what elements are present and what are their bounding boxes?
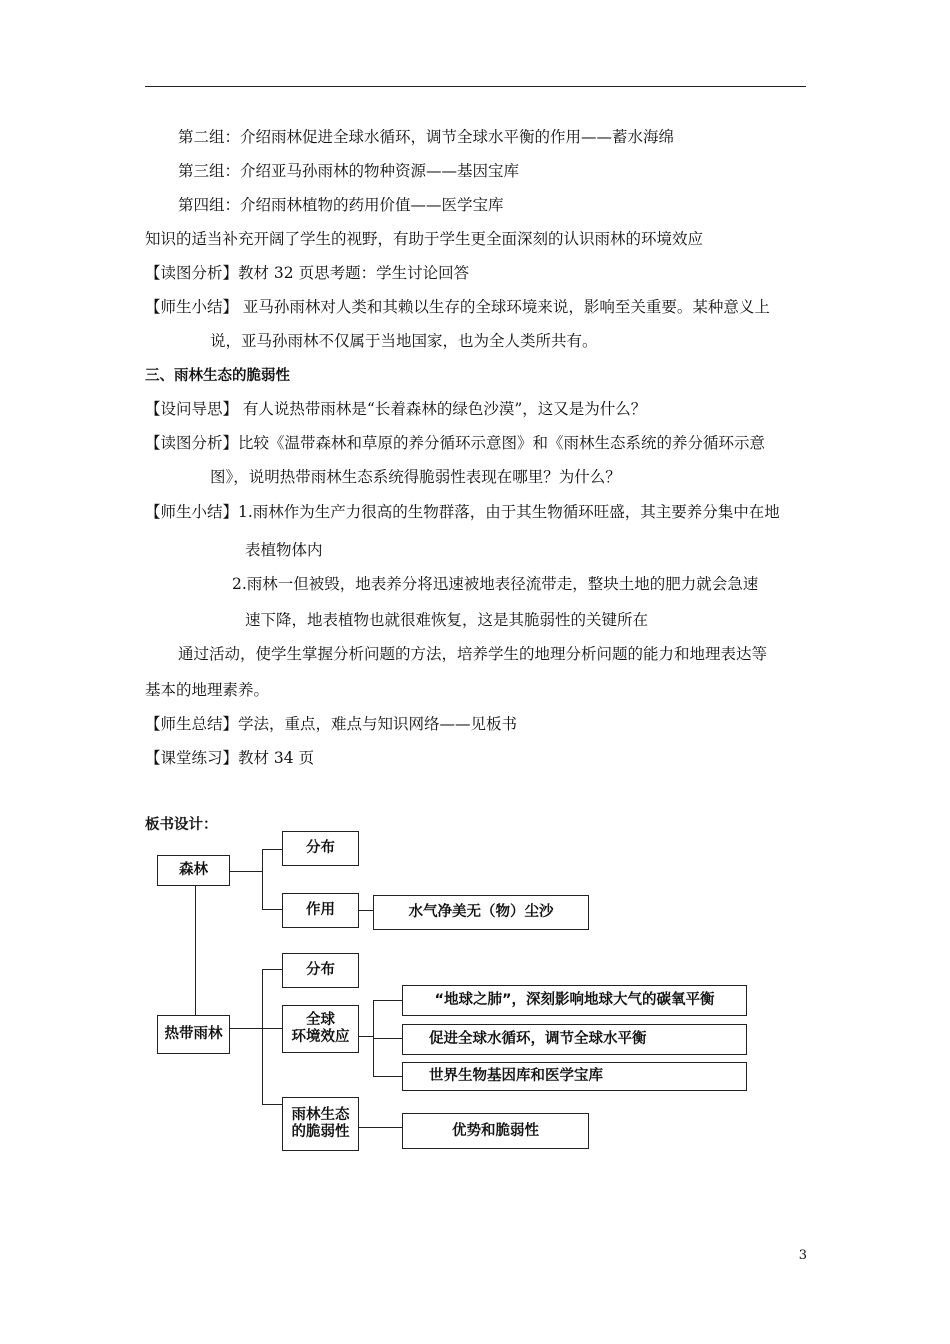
connector [373, 1038, 402, 1039]
node-fragility-line1: 雨林生态 [291, 1107, 350, 1123]
node-forest-distribution: 分布 [282, 831, 359, 866]
para-summary-2: 【师生小结】1.雨林作为生产力很高的生物群落，由于其生物循环旺盛，其主要养分集中在地 [145, 503, 780, 521]
node-effect-gene-bank: 世界生物基因库和医学宝库 [402, 1062, 747, 1091]
node-forest-role: 作用 [282, 893, 359, 928]
connector [262, 849, 282, 850]
para-group3: 第三组：介绍亚马孙雨林的物种资源——基因宝库 [178, 162, 520, 180]
node-global-effect-line1: 全球 [306, 1012, 335, 1028]
para-read-map-2: 【读图分析】比较《温带森林和草原的养分循环示意图》和《雨林生态系统的养分循环示意 [145, 434, 766, 452]
section-heading-3: 三、雨林生态的脆弱性 [145, 368, 290, 384]
node-rainforest-distribution: 分布 [282, 953, 359, 988]
para-question: 【设问导思】 有人说热带雨林是“长着森林的绿色沙漠”，这又是为什么？ [145, 400, 647, 418]
para-group2: 第二组：介绍雨林促进全球水循环，调节全球水平衡的作用——蓄水海绵 [178, 128, 675, 146]
connector [229, 871, 262, 872]
para-activity: 通过活动，使学生掌握分析问题的方法，培养学生的地理分析问题的能力和地理表达等 [178, 645, 768, 663]
para-group4: 第四组：介绍雨林植物的药用价值——医学宝库 [178, 196, 504, 214]
para-activity-cont: 基本的地理素养。 [145, 681, 270, 699]
para-summary-1: 【师生小结】 亚马孙雨林对人类和其赖以生存的全球环境来说，影响至关重要。某种意义上 [145, 298, 770, 316]
para-knowledge: 知识的适当补充开阔了学生的视野，有助于学生更全面深刻的认识雨林的环境效应 [145, 230, 704, 248]
node-fragility-detail: 优势和脆弱性 [402, 1113, 589, 1149]
board-design-title: 板书设计： [145, 817, 218, 833]
para-summary-2-item2-cont: 速下降，地表植物也就很难恢复，这是其脆弱性的关键所在 [245, 611, 649, 629]
node-fragility-line2: 的脆弱性 [291, 1124, 350, 1140]
para-summary-2-cont: 表植物体内 [245, 541, 323, 559]
connector [262, 1104, 282, 1105]
connector [359, 1127, 402, 1128]
node-fragility [282, 1097, 359, 1151]
connector [373, 1076, 402, 1077]
connector [262, 849, 263, 909]
connector [262, 969, 263, 1104]
connector [262, 909, 282, 910]
node-global-effect-line2: 环境效应 [291, 1029, 350, 1045]
header-rule [145, 86, 806, 87]
node-rainforest: 热带雨林 [157, 1015, 230, 1054]
para-summary-2-item2: 2.雨林一但被毁，地表养分将迅速被地表径流带走，整块土地的肥力就会急速 [232, 575, 759, 593]
connector [359, 910, 373, 911]
node-effect-water: 促进全球水循环，调节全球水平衡 [402, 1024, 747, 1055]
para-summary-1-cont: 说，亚马孙雨林不仅属于当地国家，也为全人类所共有。 [210, 332, 598, 350]
connector [230, 1028, 282, 1029]
connector [359, 1036, 373, 1037]
connector [195, 886, 196, 1015]
node-forest-role-detail: 水气净美无（物）尘沙 [373, 895, 589, 930]
para-read-map-1: 【读图分析】教材 32 页思考题：学生讨论回答 [145, 264, 470, 282]
para-exercise: 【课堂练习】教材 34 页 [145, 749, 315, 767]
node-global-effect [282, 1005, 359, 1053]
page-number: 3 [798, 1248, 807, 1263]
connector [373, 1000, 402, 1001]
node-forest: 森林 [157, 855, 230, 886]
para-conclusion: 【师生总结】学法，重点，难点与知识网络——见板书 [145, 715, 518, 733]
node-effect-lung: “地球之肺”，深刻影响地球大气的碳氧平衡 [402, 985, 747, 1016]
connector [262, 969, 282, 970]
para-read-map-2-cont: 图》，说明热带雨林生态系统得脆弱性表现在哪里？为什么？ [210, 468, 621, 486]
